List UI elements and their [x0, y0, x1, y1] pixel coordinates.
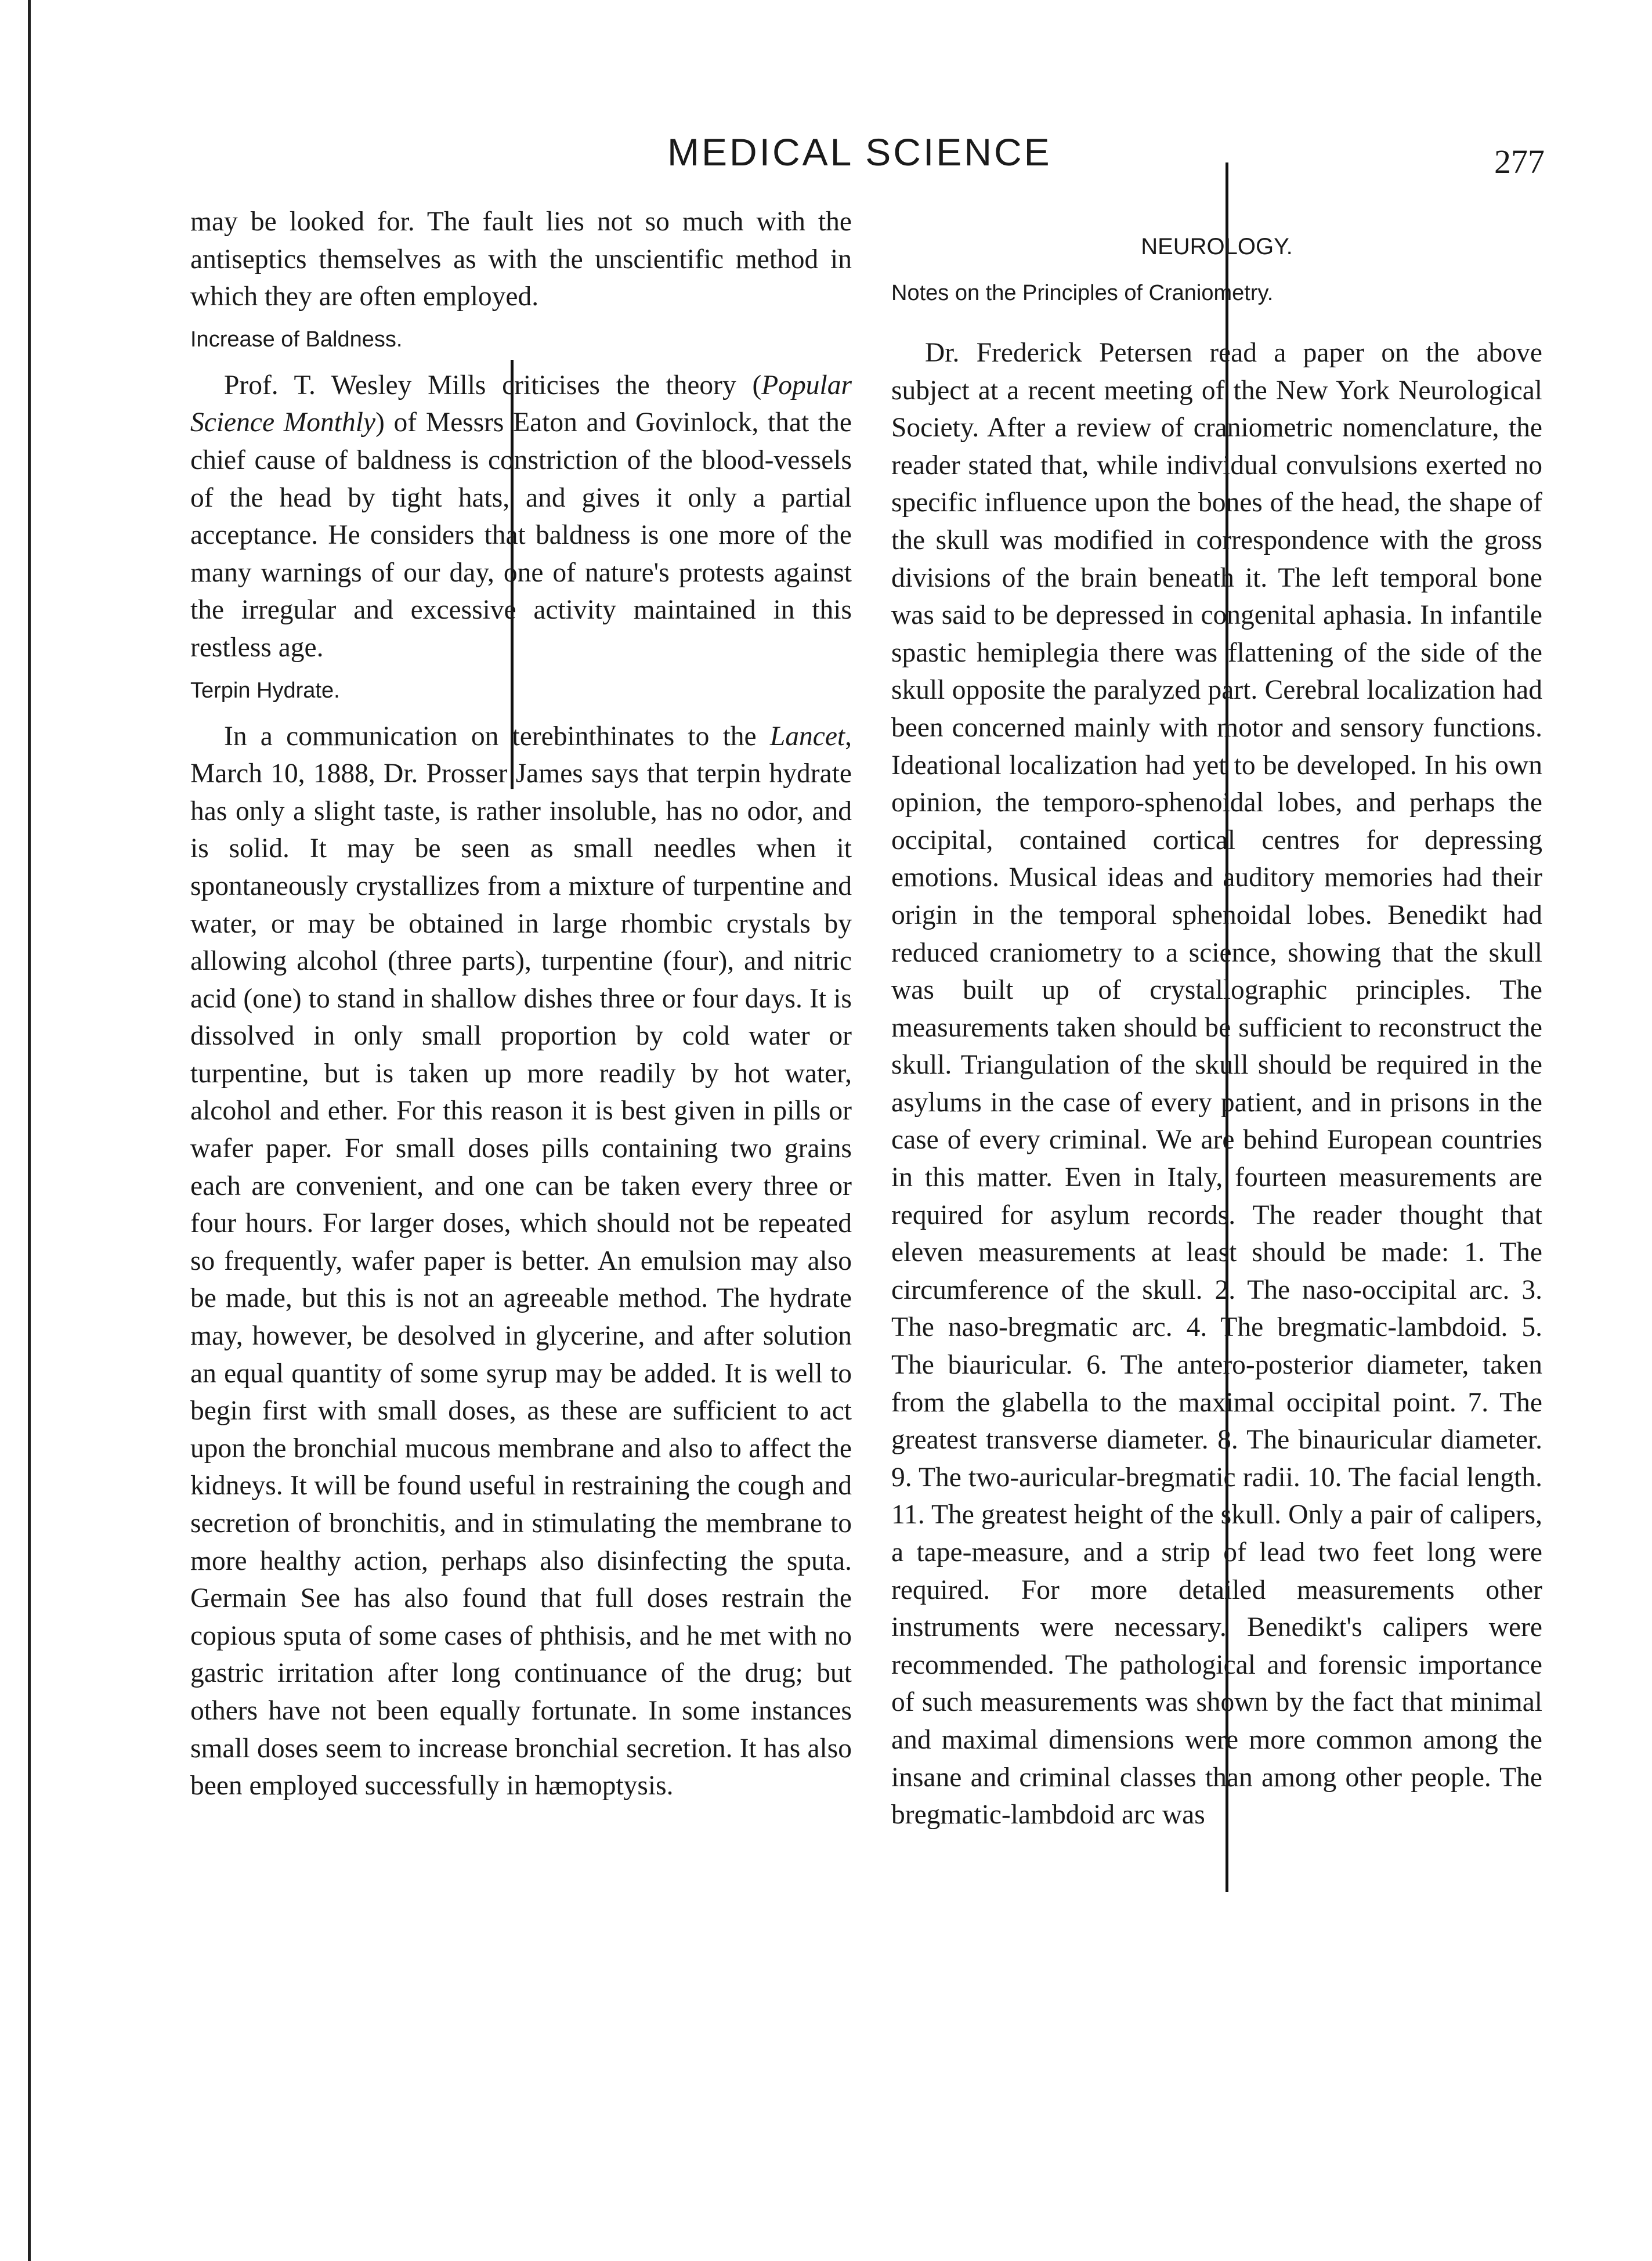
scan-binding-edge	[28, 0, 31, 2261]
section-heading-terpin: Terpin Hydrate.	[190, 678, 340, 703]
running-header-title: MEDICAL SCIENCE	[667, 131, 1052, 174]
terpin-source-title: Lancet	[769, 721, 845, 752]
article-heading-craniometry: Notes on the Principles of Craniometry.	[891, 281, 1274, 305]
baldness-source-title: Popular Science Monthly	[190, 370, 852, 438]
terpin-text-b: , March 10, 1888, Dr. Prosser James says that terpin hydrate has only a slight taste, is rather insoluble, has no odor, and is solid. It may be seen as small needles when it spontaneously crystallizes from a mixture of turpentine and water, or may be obtained in large rhombic crystals by allowing alcohol (three parts), turpentine (four), and nitric acid (one) to stand in shallow dishes three or four days. It is dissolved in only small proportion by cold water or turpentine, but is taken up more readily by hot water, alcohol and ether. For this reason it is best given in pills or wafer paper. For small doses pills containing two grains each are convenient, and one can be taken every three or four hours. For larger doses, which should not be repeated so frequently, wafer paper is better. An emulsion may also be made, but this is not an agreeable method. The hydrate may, however, be desolved in glycerine, and after solution an equal quantity of some syrup may be added. It is well to begin first with small doses, as these are sufficient to act upon the bronchial mucous membrane and also to affect the kidneys. It will be found useful in restraining the cough and secretion of bronchitis, and in stimulating the membrane to more healthy action, perhaps also disinfecting the sputa. Germain See has also found that full doses restrain the copious sputa of some cases of phthisis, and he met with no gastric irritation after long continuance of the drug; but others have not been equally fortunate. In some instances small doses seem to increase bronchial secretion. It has also been employed successfully in hæmoptysis.	[190, 721, 852, 1801]
section-heading-neurology: NEUROLOGY.	[1141, 234, 1293, 259]
baldness-paragraph	[190, 367, 852, 667]
right-column	[891, 203, 1542, 1834]
continued-paragraph: may be looked for. The fault lies not so much with the antiseptics themselves as with the unscientific method in which they are often employed.	[190, 207, 852, 312]
page-number: 277	[1494, 143, 1545, 180]
section-heading-baldness: Increase of Baldness.	[190, 327, 403, 352]
craniometry-paragraph: Dr. Frederick Petersen read a paper on the above subject at a recent meeting of the New York Neurological Society. After a review of craniometric nomenclature, the reader stated that, while individual convulsions exerted no specific influence upon the bones of the head, the shape of the skull was modified in correspondence with the gross divisions of the brain beneath it. The left temporal bone was said to be depressed in congenital aphasia. In infantile spastic hemiplegia there was flattening of the side of the skull opposite the paralyzed part. Cerebral localization had been concerned mainly with motor and sensory functions. Ideational localization had yet to be developed. In his own opinion, the temporo-sphenoidal lobes, and perhaps the occipital, contained cortical centres for depressing emotions. Musical ideas and auditory memories had their origin in the temporal sphenoidal lobes. Benedikt had reduced craniometry to a science, showing that the skull was built up of crystallographic principles. The measurements taken should be sufficient to reconstruct the skull. Triangulation of the skull should be required in the asylums in the case of every patient, and in prisons in the case of every criminal. We are behind European countries in this matter. Even in Italy, fourteen measurements are required for asylum records. The reader thought that eleven measurements at least should be made: 1. The circumference of the skull. 2. The naso-occipital arc. 3. The naso-bregmatic arc. 4. The bregmatic-lambdoid. 5. The biauricular. 6. The antero-posterior diameter, taken from the glabella to the maximal occipital point. 7. The greatest transverse diameter. 8. The binauricular diameter. 9. The two-auricular-bregmatic radii. 10. The facial length. 11. The greatest height of the skull. Only a pair of calipers, a tape-measure, and a strip of lead two feet long were required. For more detailed measurements other instruments were necessary. Benedikt's calipers were recommended. The pathological and forensic importance of such measurements was shown by the fact that minimal and maximal dimensions were more common among the insane and criminal classes than among other people. The bregmatic-lambdoid arc was	[891, 338, 1542, 1830]
left-column	[190, 203, 852, 1805]
terpin-text-a: In a communication on terebinthinates to the	[224, 721, 770, 752]
baldness-text-b: ) of Messrs Eaton and Govinlock, that the chief cause of baldness is constriction of the blood-vessels of the head by tight hats, and gives it only a partial acceptance. He considers that baldness is one more of the many warnings of our day, one of nature's protests against the irregular and excessive activity maintained in this restless age.	[190, 407, 852, 663]
terpin-paragraph	[190, 718, 852, 1805]
baldness-text-a: Prof. T. Wesley Mills criticises the theory (	[224, 370, 762, 400]
